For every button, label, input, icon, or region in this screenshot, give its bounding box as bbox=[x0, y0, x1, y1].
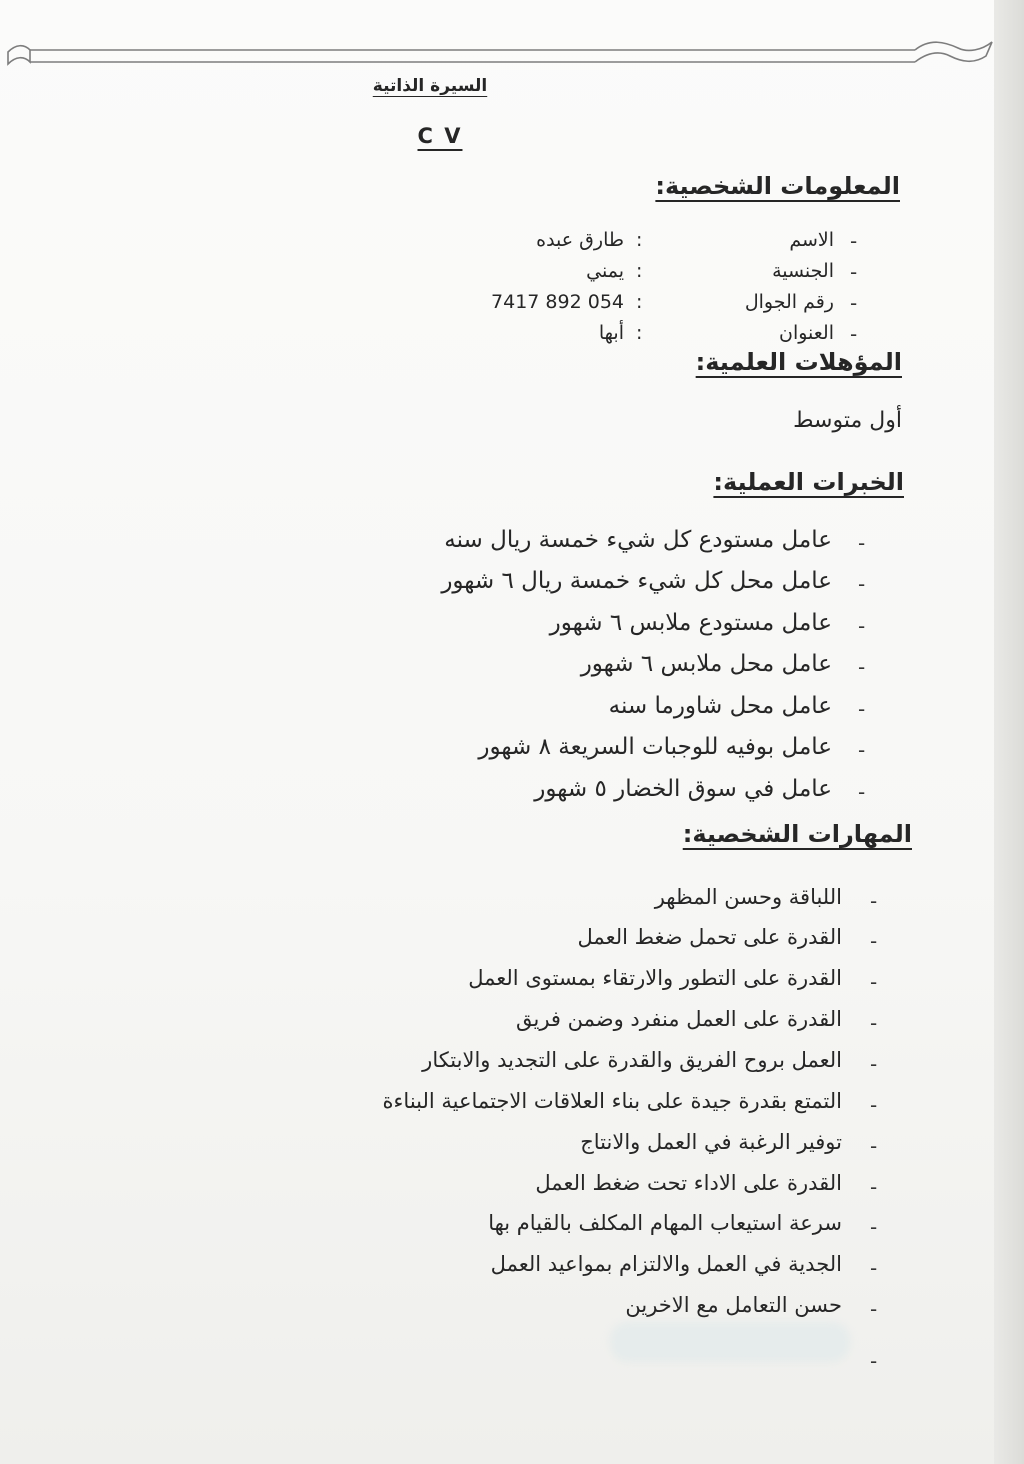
skill-item: حسن التعامل مع الاخرين bbox=[625, 1293, 842, 1317]
bullet-dash: - bbox=[870, 1052, 878, 1076]
bullet-dash: - bbox=[870, 1215, 878, 1239]
experience-item: عامل مستودع ملابس ٦ شهور bbox=[549, 610, 832, 636]
info-label: العنوان bbox=[778, 322, 834, 344]
experience-item: عامل محل شاورما سنه bbox=[608, 693, 832, 719]
personal-info-heading: المعلومات الشخصية: bbox=[655, 172, 900, 200]
skill-item: القدرة على التطور والارتقاء بمستوى العمل bbox=[468, 966, 842, 990]
info-value: 054 892 7417 bbox=[491, 291, 624, 313]
qualification-text: أول متوسط bbox=[793, 408, 902, 433]
bullet-dash: - bbox=[870, 1297, 878, 1321]
info-value: يمني bbox=[586, 260, 624, 282]
bullet-dash: - bbox=[858, 780, 866, 804]
qualifications-heading: المؤهلات العلمية: bbox=[695, 348, 902, 376]
bullet-dash: - bbox=[870, 1349, 878, 1373]
bullet-dash: - bbox=[858, 531, 866, 555]
skill-item: الجدية في العمل والالتزام بمواعيد العمل bbox=[490, 1252, 842, 1276]
skill-item: التمتع بقدرة جيدة على بناء العلاقات الاجتماعية البناءة bbox=[382, 1089, 842, 1113]
info-label: الاسم bbox=[789, 229, 834, 251]
page-edge-shadow bbox=[994, 0, 1024, 1464]
skill-item: القدرة على الاداء تحت ضغط العمل bbox=[535, 1171, 842, 1195]
banner-scroll-border bbox=[0, 22, 1000, 82]
bullet-dash: - bbox=[870, 1256, 878, 1280]
info-label: الجنسية bbox=[772, 260, 834, 282]
bullet-dash: - bbox=[870, 1134, 878, 1158]
skill-item: العمل بروح الفريق والقدرة على التجديد والابتكار bbox=[422, 1048, 842, 1072]
experience-item: عامل في سوق الخضار ٥ شهور bbox=[534, 776, 832, 802]
info-value: أبها bbox=[598, 322, 624, 344]
info-value: طارق عبده bbox=[536, 229, 624, 251]
bullet-dash: - bbox=[858, 655, 866, 679]
skill-item: القدرة على تحمل ضغط العمل bbox=[577, 925, 842, 949]
skill-item: القدرة على العمل منفرد وضمن فريق bbox=[515, 1007, 842, 1031]
experience-item: عامل محل كل شيء خمسة ريال ٦ شهور bbox=[441, 568, 832, 594]
bullet-dash: - bbox=[870, 970, 878, 994]
info-colon: : bbox=[636, 260, 643, 282]
bullet-dash: - bbox=[870, 929, 878, 953]
bullet-dash: - bbox=[858, 614, 866, 638]
skill-item: توفير الرغبة في العمل والانتاج bbox=[580, 1130, 842, 1154]
experience-item: عامل بوفيه للوجبات السريعة ٨ شهور bbox=[478, 734, 832, 760]
experience-item: عامل مستودع كل شيء خمسة ريال سنه bbox=[444, 527, 832, 553]
faded-text-smudge bbox=[610, 1322, 850, 1362]
info-colon: : bbox=[636, 322, 643, 344]
bullet-dash: - bbox=[858, 738, 866, 762]
info-colon: : bbox=[636, 291, 643, 313]
experience-heading: الخبرات العملية: bbox=[713, 468, 904, 496]
bullet-dash: - bbox=[858, 697, 866, 721]
skill-item: اللباقة وحسن المظهر bbox=[654, 885, 842, 909]
bullet-dash: - bbox=[870, 889, 878, 913]
bullet-dash: - bbox=[850, 229, 858, 253]
info-label: رقم الجوال bbox=[744, 291, 834, 313]
bullet-dash: - bbox=[850, 260, 858, 284]
experience-item: عامل محل ملابس ٦ شهور bbox=[580, 651, 832, 677]
cv-label: C V bbox=[417, 124, 463, 148]
bullet-dash: - bbox=[870, 1011, 878, 1035]
bullet-dash: - bbox=[850, 322, 858, 346]
bullet-dash: - bbox=[870, 1093, 878, 1117]
bullet-dash: - bbox=[850, 291, 858, 315]
bullet-dash: - bbox=[870, 1175, 878, 1199]
skill-item: سرعة استيعاب المهام المكلف بالقيام بها bbox=[488, 1211, 842, 1235]
bullet-dash: - bbox=[858, 572, 866, 596]
info-colon: : bbox=[636, 229, 643, 251]
document-title: السيرة الذاتية bbox=[372, 76, 488, 96]
skills-heading: المهارات الشخصية: bbox=[682, 820, 912, 848]
